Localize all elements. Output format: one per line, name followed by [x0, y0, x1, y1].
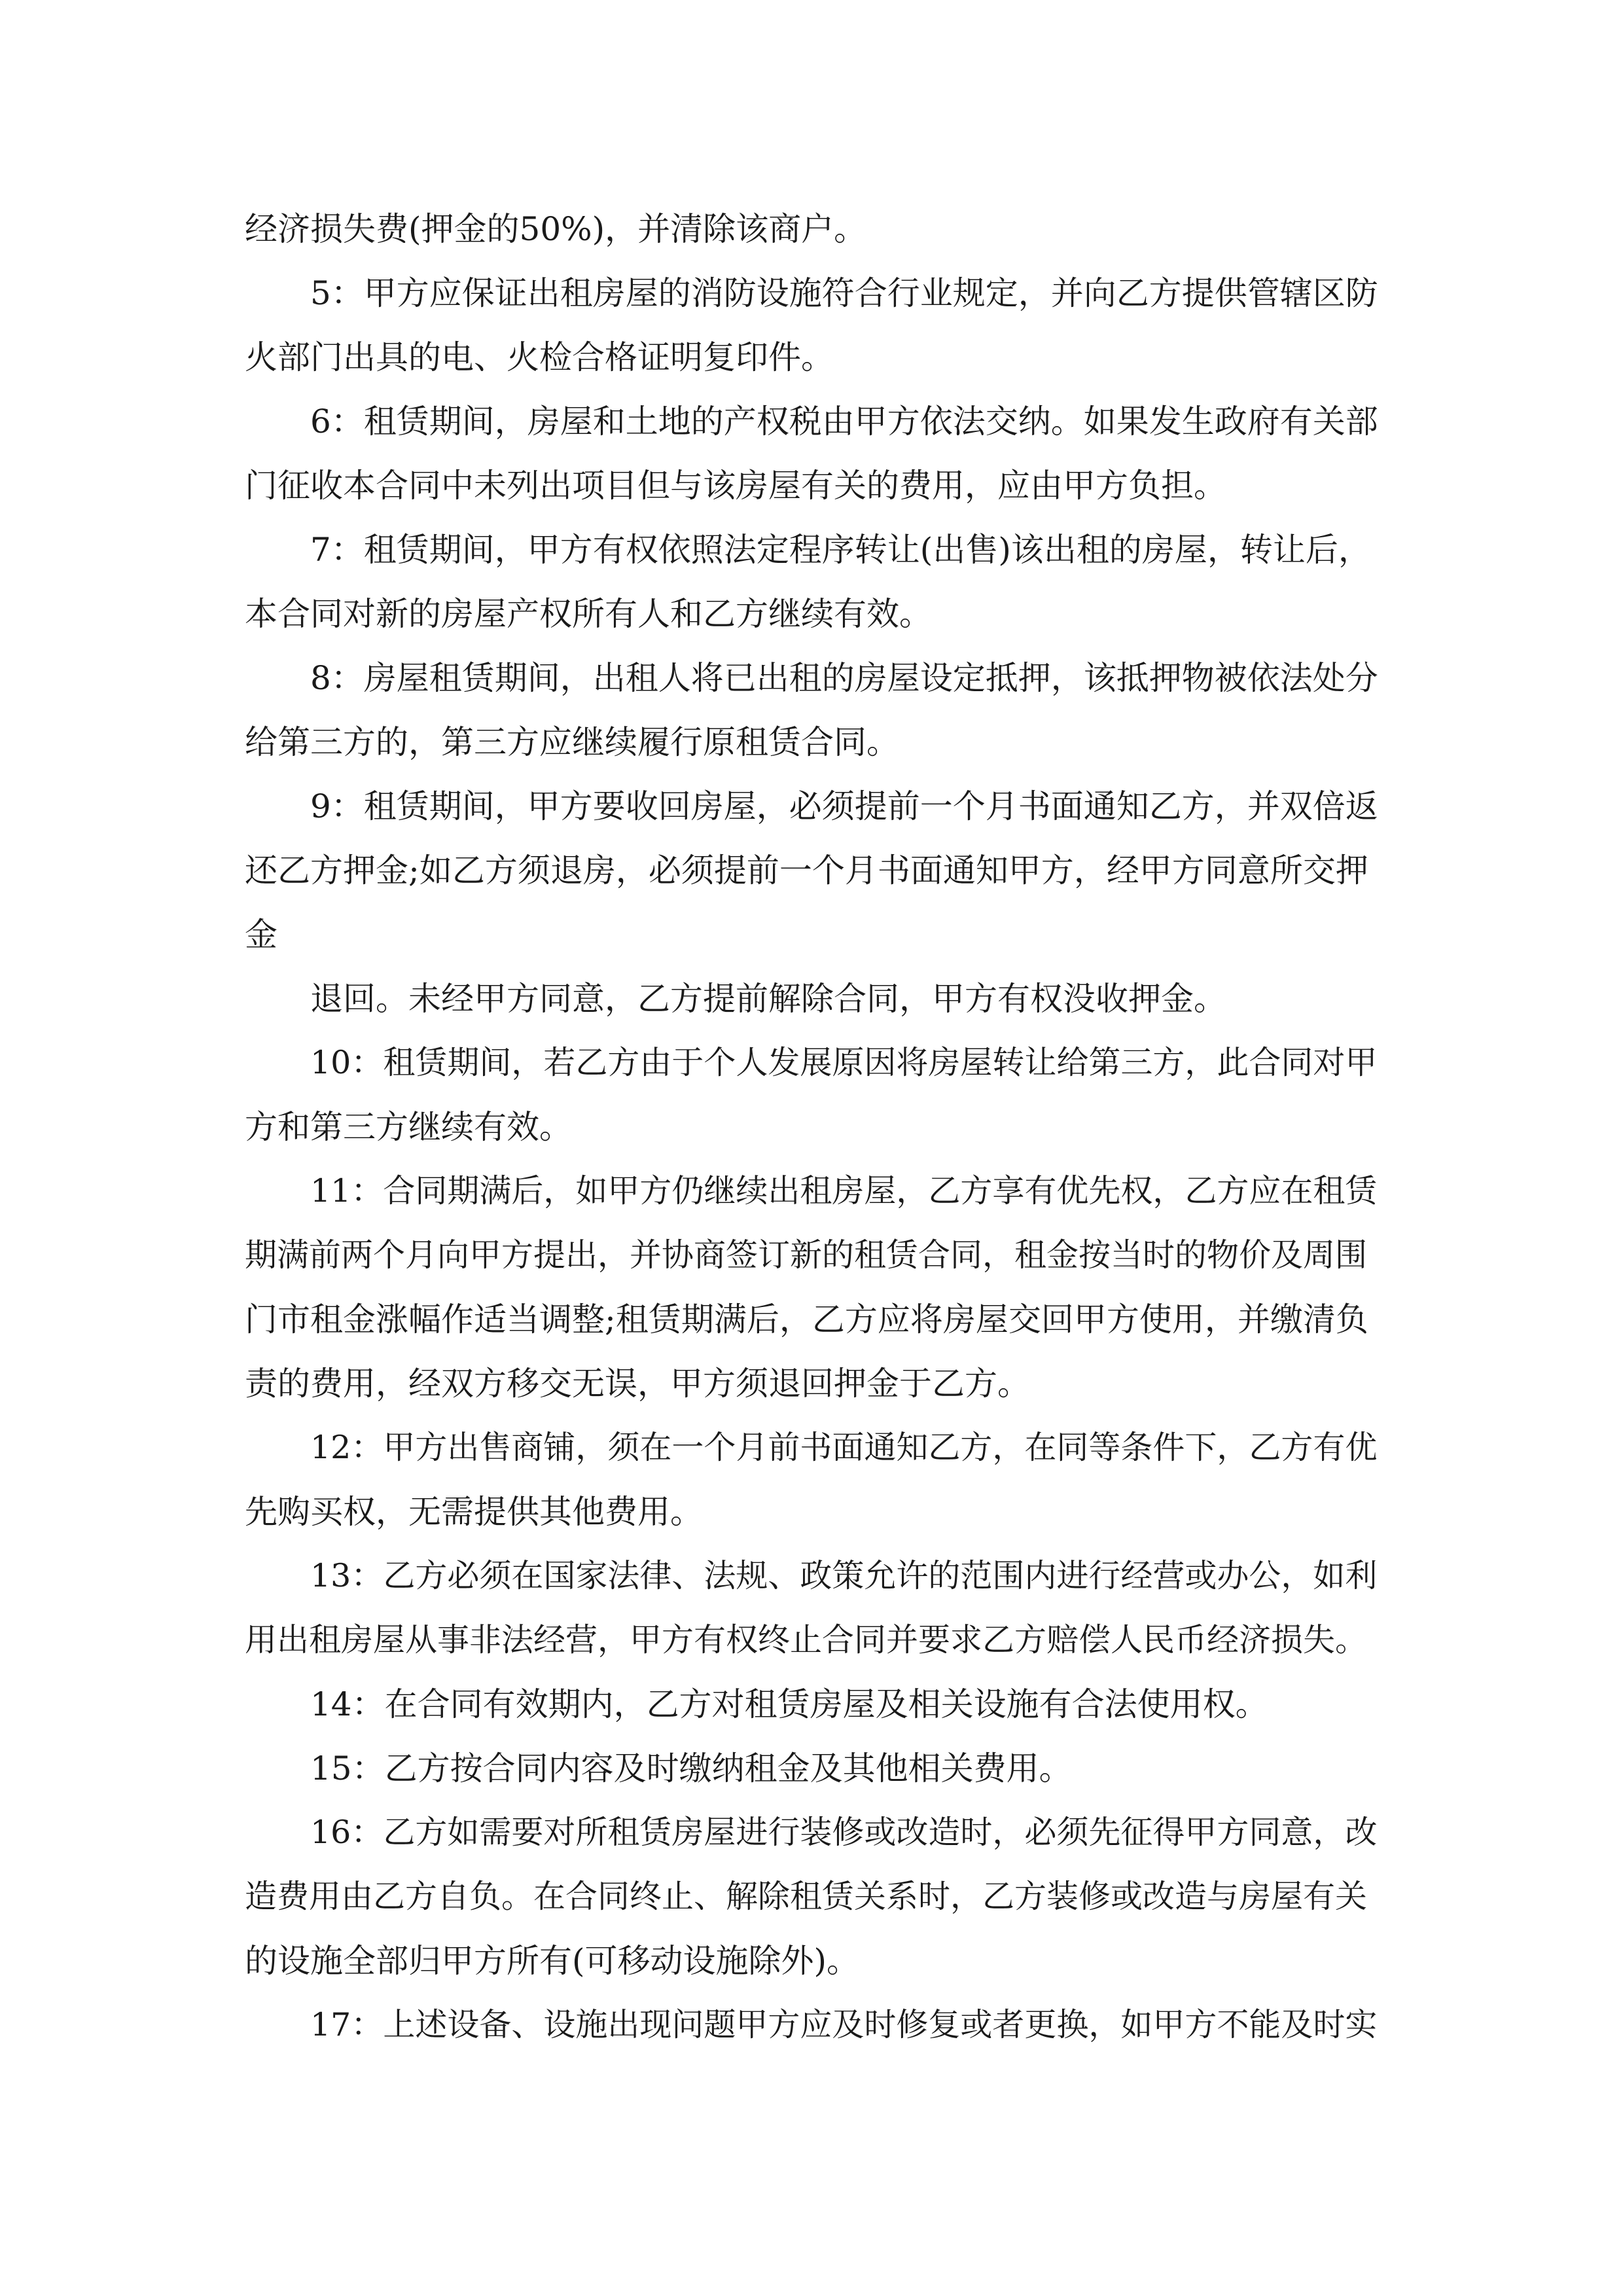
text-line: 给第三方的，第三方应继续履行原租赁合同。 [245, 723, 899, 761]
text-line: 6：租赁期间，房屋和土地的产权税由甲方依法交纳。如果发生政府有关部 [310, 403, 1378, 440]
text-line: 7：租赁期间，甲方有权依照法定程序转让(出售)该出租的房屋，转让后， [310, 531, 1371, 569]
text-line: 17：上述设备、设施出现问题甲方应及时修复或者更换，如甲方不能及时实 [310, 2006, 1378, 2043]
text-line: 的设施全部归甲方所有(可移动设施除外)。 [245, 1942, 860, 1980]
text-line: 火部门出具的电、火检合格证明复印件。 [245, 338, 834, 376]
text-line: 门征收本合同中未列出项目但与该房屋有关的费用，应由甲方负担。 [245, 467, 1226, 505]
text-line: 8：房屋租赁期间，出租人将已出租的房屋设定抵押，该抵押物被依法处分 [310, 659, 1378, 697]
text-line: 16：乙方如需要对所租赁房屋进行装修或改造时，必须先征得甲方同意，改 [310, 1814, 1378, 1851]
text-line: 造费用由乙方自负。在合同终止、解除租赁关系时，乙方装修或改造与房屋有关 [245, 1878, 1368, 1915]
text-line: 门市租金涨幅作适当调整;租赁期满后，乙方应将房屋交回甲方使用，并缴清负 [245, 1300, 1368, 1338]
text-line: 责的费用，经双方移交无误，甲方须退回押金于乙方。 [245, 1365, 1030, 1403]
text-line: 13：乙方必须在国家法律、法规、政策允许的范围内进行经营或办公，如利 [310, 1557, 1378, 1594]
text-line: 退回。未经甲方同意，乙方提前解除合同，甲方有权没收押金。 [310, 980, 1226, 1018]
text-line: 9：租赁期间，甲方要收回房屋，必须提前一个月书面通知乙方，并双倍返 [310, 787, 1378, 825]
text-line: 金 [245, 916, 277, 954]
document-body [245, 197, 1387, 2057]
text-line: 方和第三方继续有效。 [245, 1108, 572, 1146]
text-line: 经济损失费(押金的50%)，并清除该商户。 [245, 210, 867, 248]
text-line: 10：租赁期间，若乙方由于个人发展原因将房屋转让给第三方，此合同对甲 [310, 1044, 1378, 1081]
text-line: 先购买权，无需提供其他费用。 [245, 1493, 703, 1531]
text-line: 15：乙方按合同内容及时缴纳租金及其他相关费用。 [310, 1749, 1072, 1787]
text-line: 14：在合同有效期内，乙方对租赁房屋及相关设施有合法使用权。 [310, 1685, 1268, 1723]
text-line: 用出租房屋从事非法经营，甲方有权终止合同并要求乙方赔偿人民币经济损失。 [245, 1621, 1368, 1659]
text-line: 5：甲方应保证出租房屋的消防设施符合行业规定，并向乙方提供管辖区防 [310, 274, 1378, 312]
text-line: 还乙方押金;如乙方须退房，必须提前一个月书面通知甲方，经甲方同意所交押 [245, 852, 1368, 889]
text-line: 11：合同期满后，如甲方仍继续出租房屋，乙方享有优先权，乙方应在租赁 [310, 1172, 1378, 1210]
text-line: 本合同对新的房屋产权所有人和乙方继续有效。 [245, 595, 932, 633]
text-line: 12：甲方出售商铺，须在一个月前书面通知乙方，在同等条件下，乙方有优 [310, 1429, 1378, 1466]
text-line: 期满前两个月向甲方提出，并协商签订新的租赁合同，租金按当时的物价及周围 [245, 1236, 1368, 1274]
